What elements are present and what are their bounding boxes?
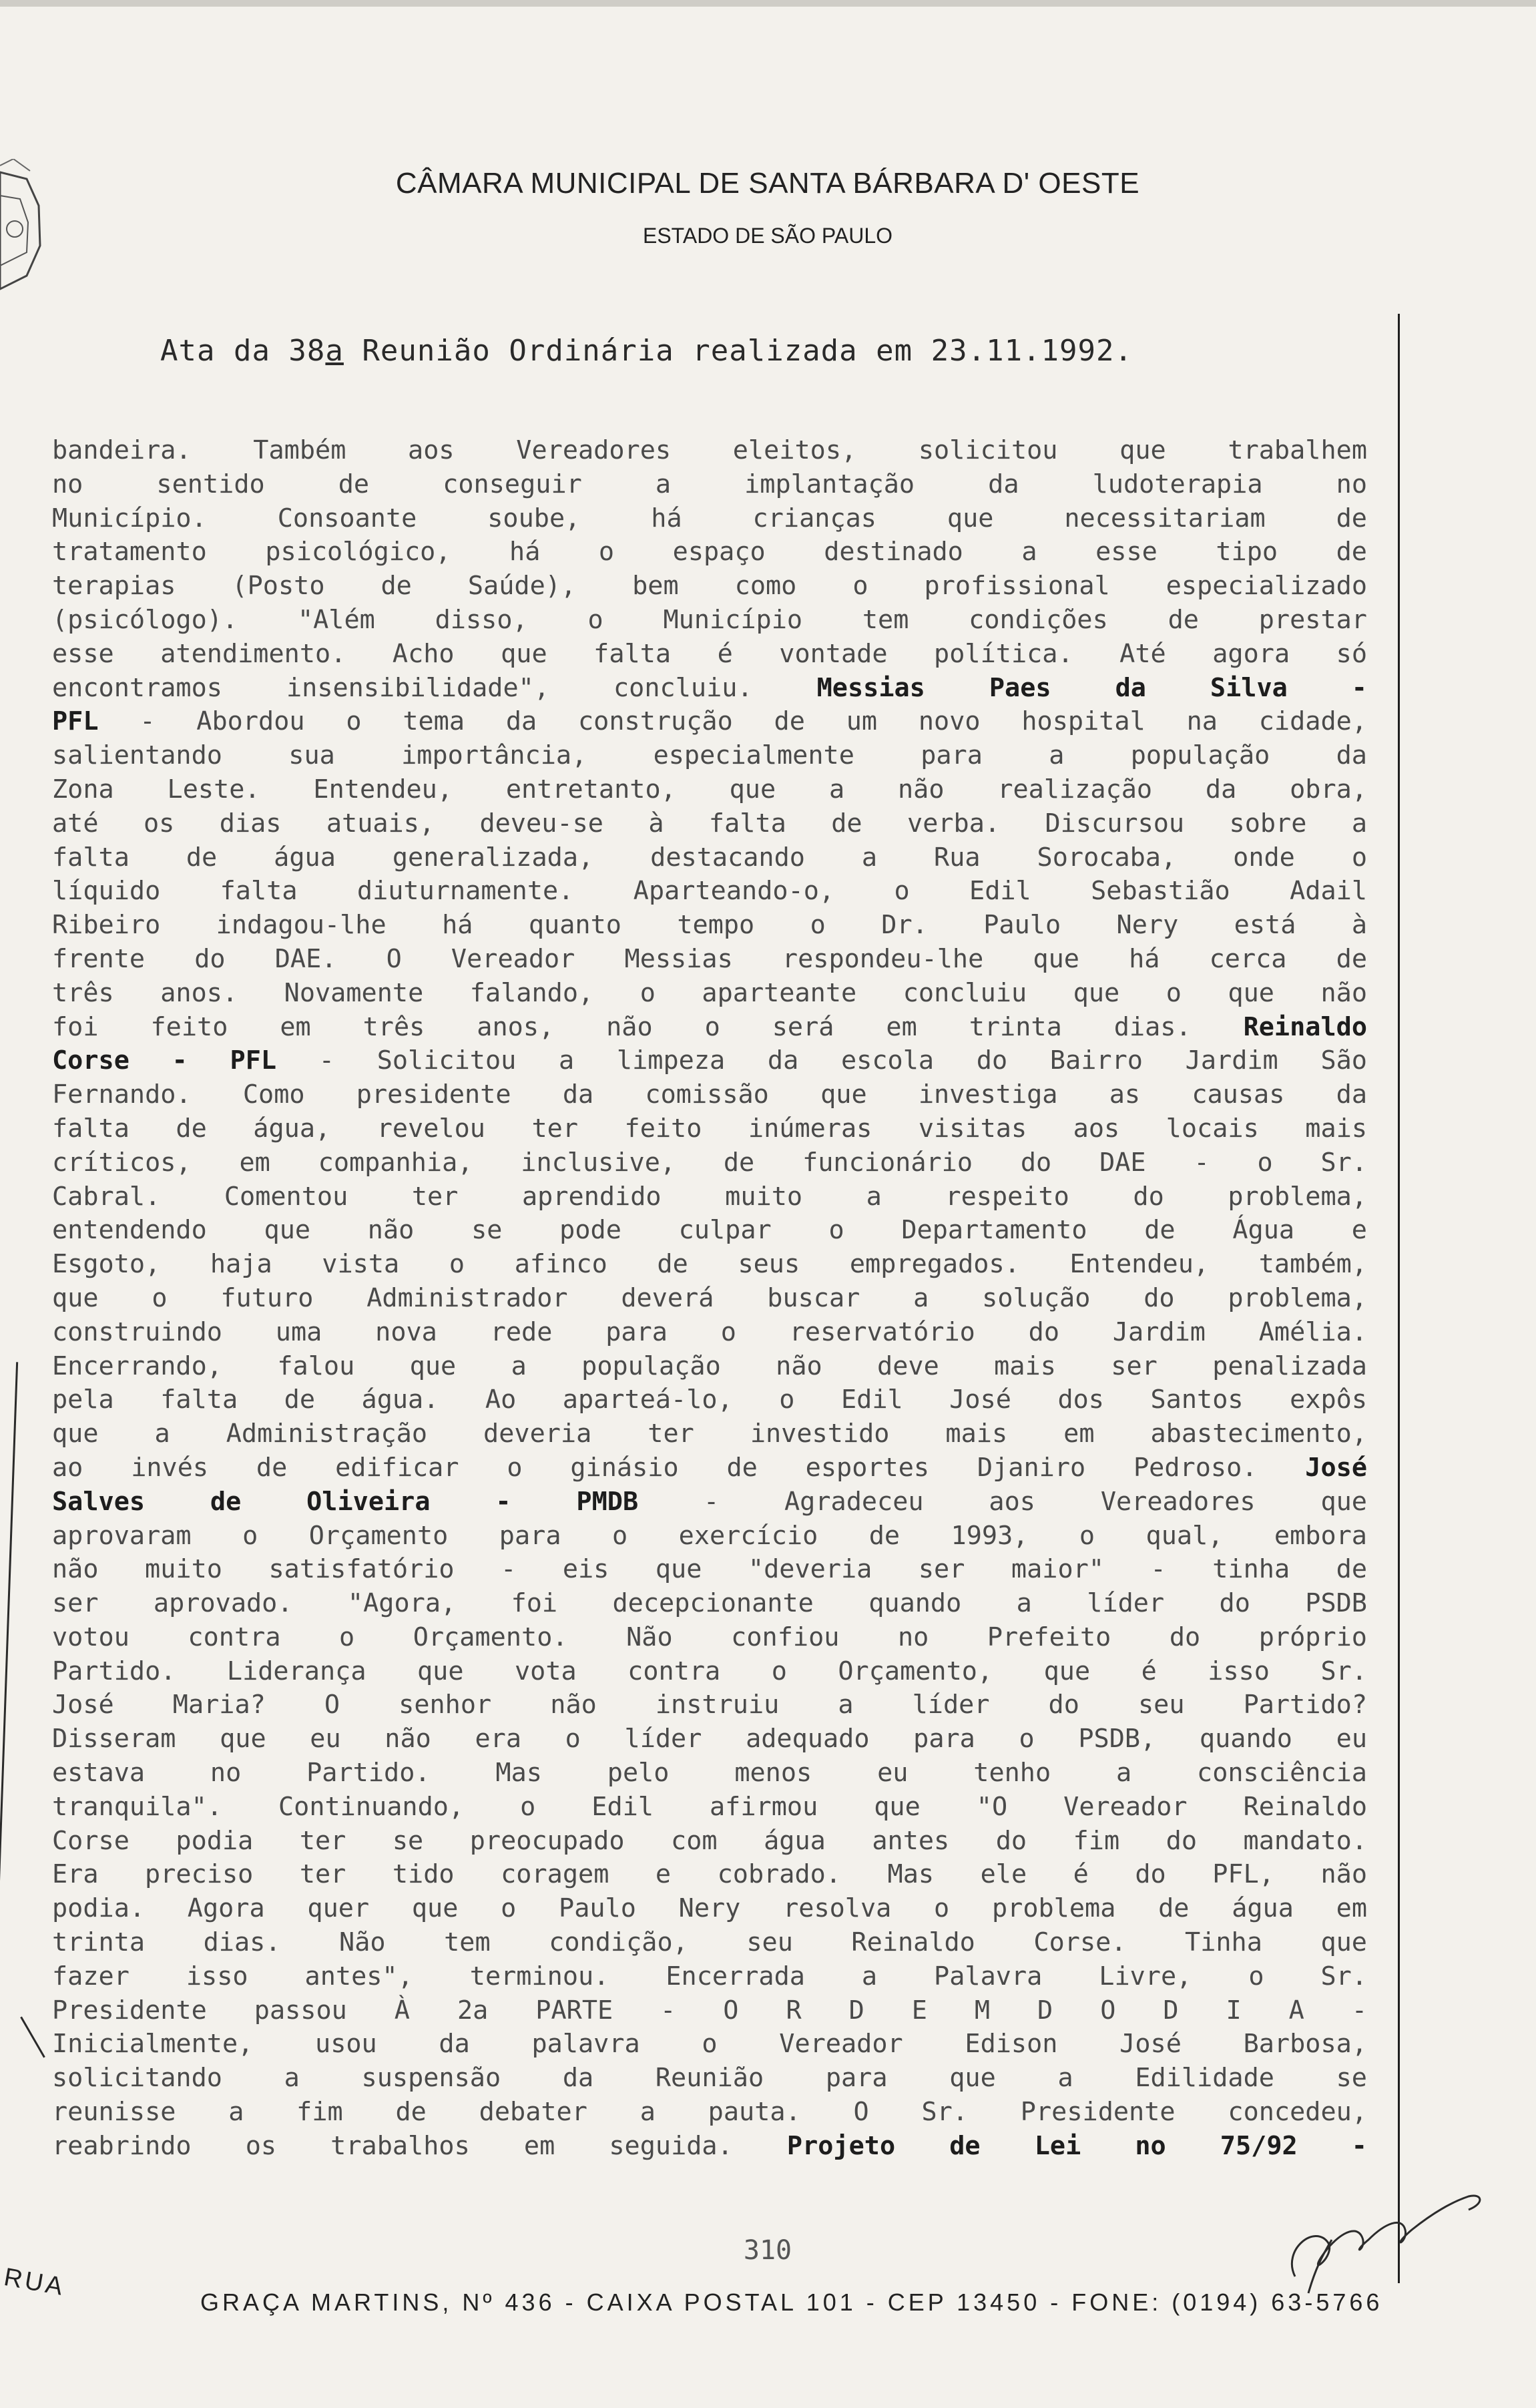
- body-line: [52, 1214, 1367, 1248]
- body-span: falta de água, revelou ter feito inúmeras visitas aos locais mais: [52, 1113, 1367, 1144]
- page-number: 310: [743, 2235, 792, 2266]
- body-span: no sentido de conseguir a implantação da ludoterapia no: [52, 469, 1367, 499]
- body-line: [52, 1180, 1367, 1214]
- body-span: três anos. Novamente falando, o aparteante concluiu que o que não: [52, 977, 1367, 1008]
- body-bold-span: Salves de Oliveira - PMDB: [52, 1486, 639, 1517]
- body-span: falta de água generalizada, destacando a Rua Sorocaba, onde o: [52, 842, 1367, 873]
- body-line: [52, 535, 1367, 569]
- body-span: ser aprovado. "Agora, foi decepcionante quando a líder do PSDB: [52, 1588, 1367, 1619]
- body-bold-span: PFL: [52, 706, 99, 737]
- body-line: [52, 1688, 1367, 1722]
- body-span: Era preciso ter tido coragem e cobrado. Mas ele é do PFL, não: [52, 1859, 1367, 1890]
- body-bold-span: Reinaldo: [1243, 1011, 1367, 1042]
- body-span: Partido. Liderança que vota contra o Orçamento, que é isso Sr.: [52, 1656, 1367, 1686]
- body-span: podia. Agora quer que o Paulo Nery resolva o problema de água em: [52, 1893, 1367, 1924]
- body-span: trinta dias. Não tem condição, seu Reinaldo Corse. Tinha que: [52, 1927, 1367, 1958]
- body-span: reunisse a fim de debater a pauta. O Sr. Presidente concedeu,: [52, 2097, 1367, 2128]
- body-span: Cabral. Comentou ter aprendido muito a respeito do problema,: [52, 1181, 1367, 1212]
- body-line: [52, 1485, 1367, 1519]
- footer-street-prefix: RUA: [1, 2263, 67, 2302]
- body-span: Presidente passou À 2a PARTE - O R D E M D O D I A -: [52, 1995, 1367, 2025]
- body-span: Inicialmente, usou da palavra o Vereador Edison José Barbosa,: [52, 2029, 1367, 2060]
- body-span: - Abordou o tema da construção de um novo hospital na cidade,: [98, 706, 1367, 737]
- body-span: estava no Partido. Mas pelo menos eu tenho a consciência: [52, 1758, 1367, 1788]
- body-span: Esgoto, haja vista o afinco de seus empregados. Entendeu, também,: [52, 1249, 1367, 1280]
- body-span: que a Administração deveria ter investido mais em abastecimento,: [52, 1419, 1367, 1449]
- body-span: terapias (Posto de Saúde), bem como o profissional especializado: [52, 571, 1367, 601]
- body-span: Corse podia ter se preocupado com água antes do fim do mandato.: [52, 1825, 1367, 1856]
- body-line: [52, 2130, 1367, 2164]
- minutes-title: [160, 334, 1295, 368]
- body-span: não muito satisfatório - eis que "deveria ser maior" - tinha de: [52, 1554, 1367, 1585]
- body-span: tratamento psicológico, há o espaço destinado a esse tipo de: [52, 537, 1367, 567]
- body-bold-span: Projeto de Lei no 75/92 -: [786, 2130, 1367, 2161]
- body-line: [52, 1858, 1367, 1892]
- body-span: José Maria? O senhor não instruiu a líder do seu Partido?: [52, 1690, 1367, 1720]
- body-line: [52, 773, 1367, 807]
- margin-mark: [0, 1362, 18, 2056]
- chamber-name-heading: CÂMARA MUNICIPAL DE SANTA BÁRBARA D' OESTE: [395, 167, 1140, 200]
- body-span: Encerrando, falou que a população não deve mais ser penalizada: [52, 1351, 1367, 1381]
- body-bold-span: Corse - PFL: [52, 1045, 277, 1076]
- minutes-title-suffix: Reunião Ordinária realizada em 23.11.1992.: [343, 334, 1133, 368]
- body-line: [52, 604, 1367, 638]
- margin-mark: [20, 2016, 45, 2058]
- body-line: [52, 739, 1367, 773]
- body-line: [52, 1519, 1367, 1553]
- body-line: [52, 1994, 1367, 2028]
- body-line: [52, 1553, 1367, 1587]
- body-line: [52, 943, 1367, 977]
- body-line: [52, 2096, 1367, 2130]
- body-span: construindo uma nova rede para o reservatório do Jardim Amélia.: [52, 1316, 1367, 1347]
- body-line: [52, 1316, 1367, 1350]
- municipal-crest-icon: [0, 159, 43, 292]
- body-span: críticos, em companhia, inclusive, de funcionário do DAE - o Sr.: [52, 1147, 1367, 1178]
- body-line: [52, 468, 1367, 502]
- body-span: Fernando. Como presidente da comissão que investiga as causas da: [52, 1079, 1367, 1110]
- margin-rule: [1398, 314, 1400, 2283]
- body-line: [52, 1417, 1367, 1451]
- scan-top-edge: [0, 0, 1536, 7]
- body-span: - Solicitou a limpeza da escola do Bairro Jardim São: [276, 1045, 1367, 1076]
- body-line: [52, 1756, 1367, 1790]
- body-line: [52, 2027, 1367, 2062]
- body-line: [52, 1383, 1367, 1417]
- body-span: Município. Consoante soube, há crianças que necessitariam de: [52, 503, 1367, 533]
- minutes-body: [52, 434, 1367, 2164]
- body-line: [52, 1078, 1367, 1112]
- body-line: [52, 1011, 1367, 1045]
- body-span: Ribeiro indagou-lhe há quanto tempo o Dr. Paulo Nery está à: [52, 910, 1367, 941]
- minutes-title-ordinal: a: [325, 334, 344, 368]
- body-span: líquido falta diuturnamente. Aparteando-o, o Edil Sebastião Adail: [52, 876, 1367, 907]
- body-span: frente do DAE. O Vereador Messias respondeu-lhe que há cerca de: [52, 943, 1367, 974]
- body-span: fazer isso antes", terminou. Encerrada a Palavra Livre, o Sr.: [52, 1961, 1367, 1991]
- body-line: [52, 977, 1367, 1011]
- body-span: aprovaram o Orçamento para o exercício de 1993, o qual, embora: [52, 1520, 1367, 1551]
- body-line: [52, 1044, 1367, 1078]
- body-line: [52, 502, 1367, 536]
- footer-address-line: GRAÇA MARTINS, Nº 436 - CAIXA POSTAL 101 - CEP 13450 - FONE: (0194) 63-5766: [200, 2289, 1383, 2316]
- body-span: salientando sua importância, especialmente para a população da: [52, 740, 1367, 771]
- body-line: [52, 807, 1367, 841]
- body-span: solicitando a suspensão da Reunião para que a Edilidade se: [52, 2063, 1367, 2094]
- body-line: [52, 1722, 1367, 1756]
- body-line: [52, 1892, 1367, 1926]
- body-line: [52, 1350, 1367, 1384]
- body-line: [52, 1146, 1367, 1180]
- body-line: [52, 672, 1367, 706]
- body-span: bandeira. Também aos Vereadores eleitos, solicitou que trabalhem: [52, 435, 1367, 465]
- body-span: - Agradeceu aos Vereadores que: [638, 1486, 1367, 1517]
- body-line: [52, 1960, 1367, 1994]
- body-span: até os dias atuais, deveu-se à falta de verba. Discursou sobre a: [52, 808, 1367, 838]
- state-subheading: ESTADO DE SÃO PAULO: [642, 224, 892, 248]
- body-line: [52, 1926, 1367, 1960]
- body-line: [52, 1451, 1367, 1485]
- body-span: entendendo que não se pode culpar o Departamento de Água e: [52, 1215, 1367, 1246]
- body-span: pela falta de água. Ao aparteá-lo, o Edil José dos Santos expôs: [52, 1385, 1367, 1415]
- body-line: [52, 875, 1367, 909]
- body-line: [52, 909, 1367, 943]
- body-line: [52, 1655, 1367, 1689]
- body-span: reabrindo os trabalhos em seguida.: [52, 2130, 787, 2161]
- body-span: Zona Leste. Entendeu, entretanto, que a não realização da obra,: [52, 774, 1367, 804]
- body-span: Disseram que eu não era o líder adequado para o PSDB, quando eu: [52, 1724, 1367, 1754]
- body-span: encontramos insensibilidade", concluiu.: [52, 672, 817, 703]
- body-span: foi feito em três anos, não o será em trinta dias.: [52, 1011, 1244, 1042]
- body-line: [52, 1112, 1367, 1146]
- body-line: [52, 841, 1367, 875]
- body-span: tranquila". Continuando, o Edil afirmou que "O Vereador Reinaldo: [52, 1791, 1367, 1822]
- body-span: (psicólogo). "Além disso, o Município tem condições de prestar: [52, 604, 1367, 635]
- body-bold-span: José: [1305, 1452, 1367, 1483]
- body-bold-span: Messias Paes da Silva -: [816, 672, 1367, 703]
- body-line: [52, 2062, 1367, 2096]
- body-line: [52, 569, 1367, 604]
- body-line: [52, 1587, 1367, 1621]
- minutes-title-prefix: Ata da 38: [160, 334, 326, 368]
- body-line: [52, 638, 1367, 672]
- handwritten-signature: [1268, 2123, 1489, 2297]
- body-span: que o futuro Administrador deverá buscar a solução do problema,: [52, 1282, 1367, 1313]
- body-span: votou contra o Orçamento. Não confiou no Prefeito do próprio: [52, 1622, 1367, 1652]
- body-span: ao invés de edificar o ginásio de esportes Djaniro Pedroso.: [52, 1452, 1306, 1483]
- body-line: [52, 1621, 1367, 1655]
- body-line: [52, 1825, 1367, 1859]
- body-line: [52, 1790, 1367, 1825]
- body-line: [52, 1282, 1367, 1316]
- body-line: [52, 1248, 1367, 1282]
- body-line: [52, 705, 1367, 739]
- body-line: [52, 434, 1367, 468]
- body-span: esse atendimento. Acho que falta é vontade política. Até agora só: [52, 638, 1367, 669]
